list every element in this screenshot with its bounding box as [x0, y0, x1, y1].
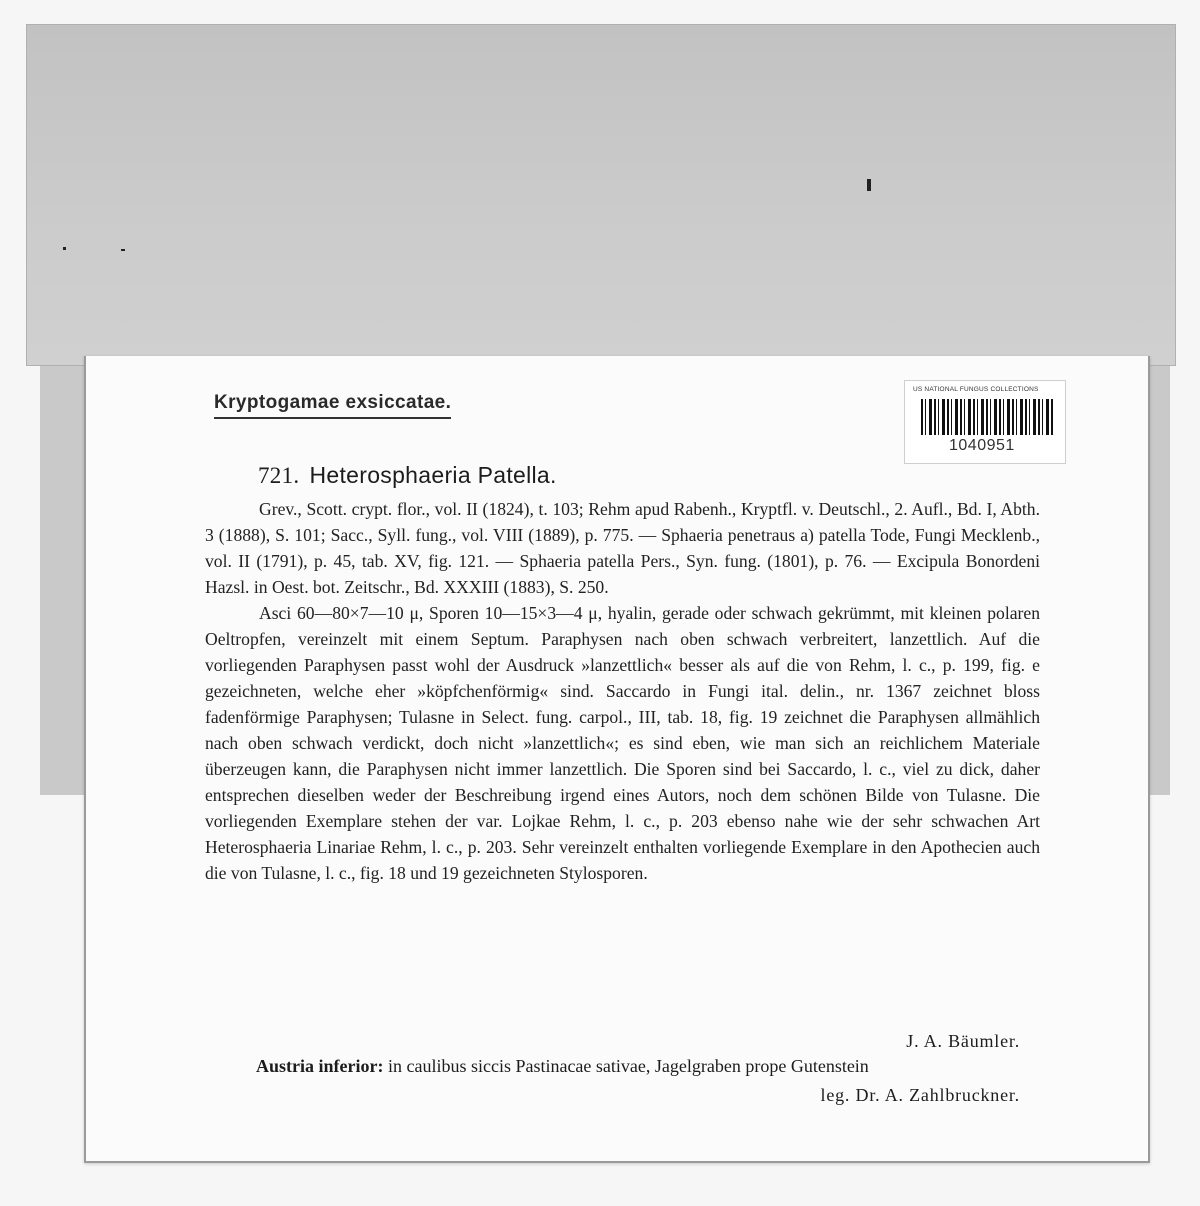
barcode-icon: [921, 399, 1053, 435]
description: [205, 496, 1040, 886]
collector-name: J. A. Bäumler.: [906, 1031, 1020, 1051]
legit: leg. Dr. A. Zahlbruckner.: [820, 1085, 1020, 1105]
barcode-institution: US NATIONAL FUNGUS COLLECTIONS: [913, 386, 1039, 393]
locality-text: in caulibus siccis Pastinacae sativae, Jagelgraben prope Gutenstein: [383, 1056, 869, 1076]
barcode-number: 1040951: [949, 437, 1015, 454]
entry-name: Heterosphaeria Patella.: [309, 462, 557, 488]
description-paragraph: Asci 60—80×7—10 μ, Sporen 10—15×3—4 μ, hyalin, gerade oder schwach gekrümmt, mit kleinen polaren Oeltropfen, vereinzelt mit einem Septum. Paraphysen nach oben schwach verbreitert, lanzettlich. Auf die vorliegenden Paraphysen passt wohl der Ausdruck »lanzettlich« besser als auf die von Rehm, l. c., p. 199, fig. e gezeichneten, welche eher »köpfchenförmig« sind. Saccardo in Fungi ital. delin., nr. 1367 zeichnet bloss fadenförmige Paraphysen; Tulasne in Select. fung. carpol., III, tab. 18, fig. 19 zeichnet die Paraphysen allmählich nach oben schwach verdickt, doch nicht »lanzettlich«; es sind eben, wie man sich an reichlichem Materiale überzeugen kann, die Paraphysen nicht immer lanzettlich. Die Sporen sind bei Saccardo, l. c., viel zu dick, daher entsprechen dieselben weder der Beschreibung irgend eines Autors, noch dem schönen Bilde von Tulasne. Die vorliegenden Exemplare stehen der var. Lojkae Rehm, l. c., p. 203 ebenso nahe wie der sehr schwachen Art Heterosphaeria Linariae Rehm, l. c., p. 203. Sehr vereinzelt enthalten vorliegende Exemplare in den Apothecien auch die von Tulasne, l. c., fig. 18 und 19 gezeichneten Stylosporen.: [205, 603, 1040, 883]
entry-heading: [258, 462, 557, 489]
flap-speck: [63, 247, 66, 250]
entry-number: 721.: [258, 463, 300, 488]
flap-speck: [867, 179, 871, 191]
flap-speck: [121, 249, 125, 251]
envelope-flap: [26, 24, 1176, 366]
barcode-label: [904, 380, 1066, 464]
locality: [256, 1056, 869, 1077]
locality-region: Austria inferior:: [256, 1056, 384, 1076]
series-title: Kryptogamae exsiccatae.: [214, 392, 451, 419]
synonymy-paragraph: Grev., Scott. crypt. flor., vol. II (1824), t. 103; Rehm apud Rabenh., Kryptfl. v. Deutschl., 2. Aufl., Bd. I, Abth. 3 (1888), S. 101; Sacc., Syll. fung., vol. VIII (1889), p. 775. — Sphaeria penetraus a) patella Tode, Fungi Mecklenb., vol. II (1791), p. 45, tab. XV, fig. 121. — Sphaeria patella Pers., Syn. fung. (1801), p. 76. — Excipula Bonordeni Hazsl. in Oest. bot. Zeitschr., Bd. XXXIII (1883), S. 250.: [205, 499, 1040, 597]
